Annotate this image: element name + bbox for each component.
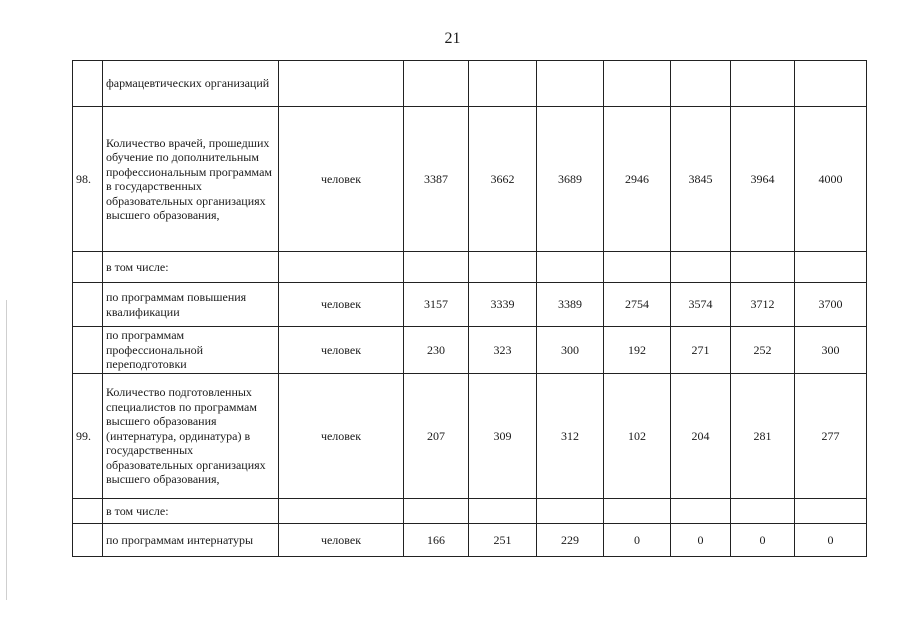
value-cell: 251 [469,524,537,557]
row-number-cell [73,252,103,283]
value-cell [795,499,867,524]
row-number-cell [73,327,103,374]
table-row [73,107,867,252]
value-cell: 229 [537,524,604,557]
row-number-cell [73,524,103,557]
value-cell: 312 [537,374,604,499]
value-cell: 271 [671,327,731,374]
unit-cell: человек [279,524,404,557]
unit-cell [279,252,404,283]
indicator-name-cell: по программам повышения квалификации [103,283,279,327]
indicator-name-cell: по программам интернатуры [103,524,279,557]
value-cell [469,252,537,283]
value-cell: 207 [404,374,469,499]
value-cell [671,252,731,283]
value-cell [731,499,795,524]
unit-cell: человек [279,327,404,374]
row-number-cell [73,61,103,107]
value-cell [537,61,604,107]
value-cell [731,61,795,107]
unit-cell: человек [279,283,404,327]
value-cell [469,499,537,524]
value-cell: 3662 [469,107,537,252]
value-cell: 0 [795,524,867,557]
table-row [73,61,867,107]
table-row [73,327,867,374]
value-cell: 300 [795,327,867,374]
value-cell [537,499,604,524]
value-cell [671,499,731,524]
table-body [73,61,867,557]
indicator-name-cell: фармацевтических организаций [103,61,279,107]
value-cell [731,252,795,283]
value-cell: 277 [795,374,867,499]
table-row [73,374,867,499]
value-cell: 192 [604,327,671,374]
value-cell: 300 [537,327,604,374]
table-row [73,283,867,327]
value-cell: 3845 [671,107,731,252]
value-cell: 204 [671,374,731,499]
scan-edge-line [6,300,7,600]
indicator-name-cell: в том числе: [103,252,279,283]
unit-cell [279,499,404,524]
value-cell: 3689 [537,107,604,252]
value-cell [404,252,469,283]
value-cell: 0 [731,524,795,557]
indicator-name-cell: Количество подготовленных специалистов по программам высшего образования (интернатура, ординатура) в государственных образовательных организациях высшего образования, [103,374,279,499]
value-cell [469,61,537,107]
value-cell [537,252,604,283]
value-cell [671,61,731,107]
value-cell [795,252,867,283]
value-cell: 102 [604,374,671,499]
value-cell: 3387 [404,107,469,252]
value-cell [604,499,671,524]
value-cell: 252 [731,327,795,374]
value-cell [404,61,469,107]
value-cell: 2754 [604,283,671,327]
unit-cell: человек [279,374,404,499]
indicator-name-cell: в том числе: [103,499,279,524]
unit-cell [279,61,404,107]
value-cell: 3339 [469,283,537,327]
table-row [73,252,867,283]
value-cell: 2946 [604,107,671,252]
value-cell [795,61,867,107]
value-cell: 3574 [671,283,731,327]
row-number-cell [73,499,103,524]
value-cell [604,61,671,107]
value-cell: 0 [671,524,731,557]
value-cell: 323 [469,327,537,374]
row-number-cell [73,283,103,327]
value-cell: 166 [404,524,469,557]
value-cell [604,252,671,283]
unit-cell: человек [279,107,404,252]
value-cell: 3964 [731,107,795,252]
row-number-cell: 99. [73,374,103,499]
value-cell: 230 [404,327,469,374]
value-cell: 309 [469,374,537,499]
row-number-cell: 98. [73,107,103,252]
value-cell: 3389 [537,283,604,327]
indicator-name-cell: Количество врачей, прошедших обучение по дополнительным профессиональным программам в государственных образовательных организациях высшего образования, [103,107,279,252]
value-cell: 281 [731,374,795,499]
indicator-name-cell: по программам профессиональной переподготовки [103,327,279,374]
value-cell: 4000 [795,107,867,252]
value-cell: 3712 [731,283,795,327]
table-row [73,524,867,557]
page-number: 21 [444,30,461,47]
indicators-table [72,60,867,557]
table-row [73,499,867,524]
value-cell: 0 [604,524,671,557]
value-cell: 3157 [404,283,469,327]
value-cell: 3700 [795,283,867,327]
value-cell [404,499,469,524]
